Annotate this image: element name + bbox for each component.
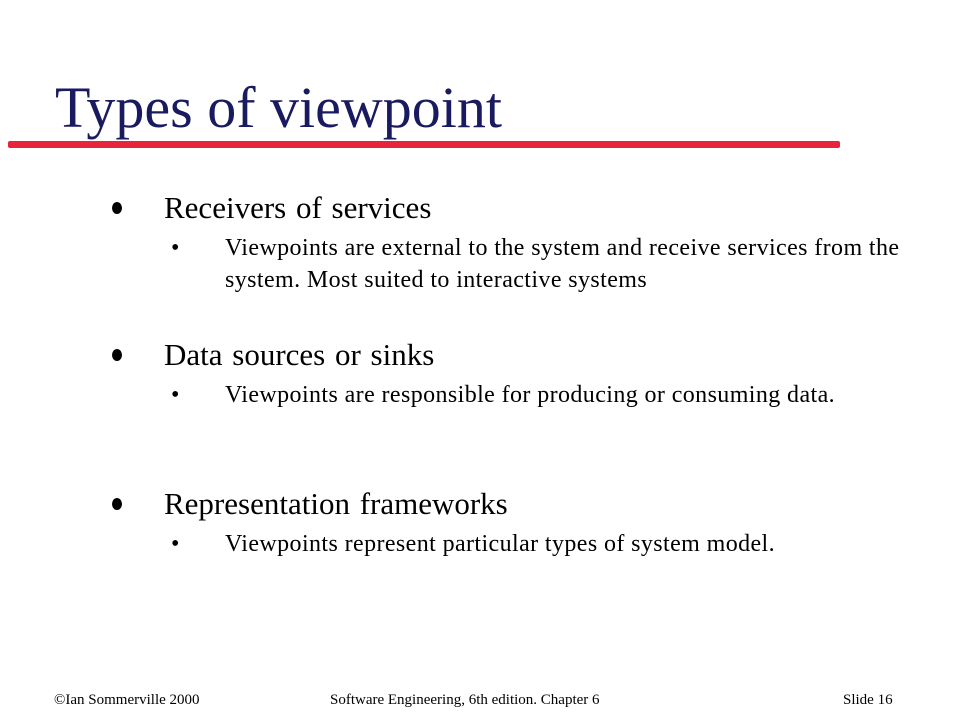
bullet-heading: Representation frameworks	[164, 486, 508, 521]
slide-title: Types of viewpoint	[55, 75, 502, 140]
bullet-dot-icon	[112, 349, 122, 361]
footer-copyright: ©Ian Sommerville 2000	[54, 692, 200, 708]
bullet-heading: Data sources or sinks	[164, 337, 435, 372]
sub-bullet-dot-icon: •	[171, 235, 180, 261]
bullet-heading: Receivers of services	[164, 190, 432, 225]
bullet-dot-icon	[112, 498, 122, 510]
sub-bullet-text: Viewpoints are responsible for producing or consuming data.	[225, 382, 836, 408]
bullet-item	[0, 188, 960, 228]
sub-bullet-text: Viewpoints represent particular types of system model.	[225, 531, 776, 557]
bullet-item	[0, 335, 960, 375]
title-underline	[8, 141, 840, 148]
bullet-item	[0, 484, 960, 524]
sub-bullet-dot-icon: •	[171, 531, 180, 557]
bullet-dot-icon	[112, 202, 122, 214]
sub-bullet-dot-icon: •	[171, 382, 180, 408]
footer-book-title: Software Engineering, 6th edition. Chapter 6	[330, 692, 600, 708]
footer-slide-number: Slide 16	[843, 692, 893, 708]
sub-bullet-text: Viewpoints are external to the system and receive services from the system. Most suited to interactive systems	[225, 235, 900, 293]
